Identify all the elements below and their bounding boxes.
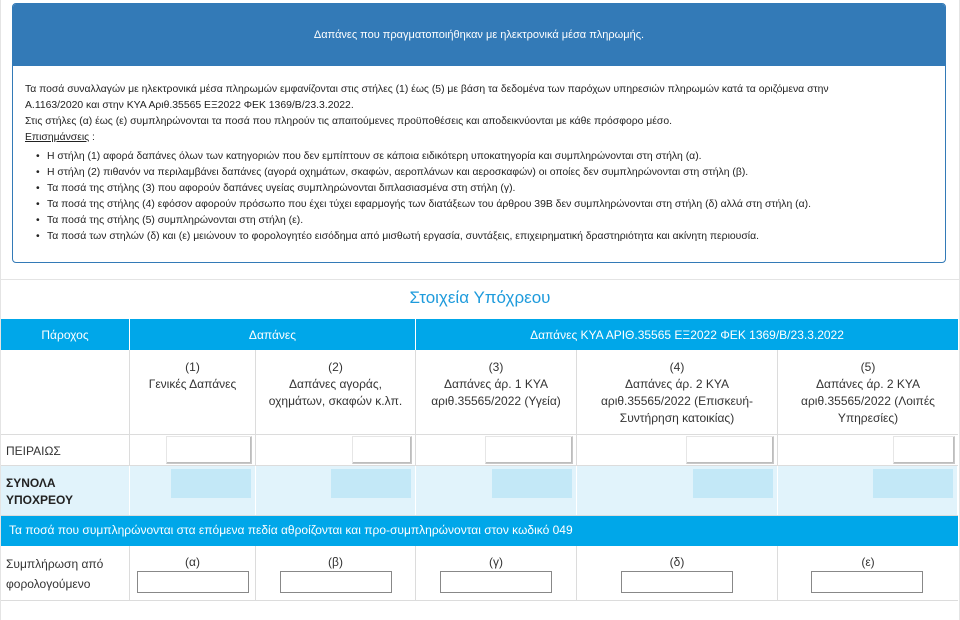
notes-list [25, 149, 933, 245]
column-title-line: αριθ.35565/2022 (Λοιπές [801, 394, 935, 408]
column-header-1 [130, 350, 256, 434]
info-band-text: Τα ποσά που συμπληρώνονται στα επόμενα πεδία αθροίζονται και προ-συμπληρώνονται στον κωδικό 049 [9, 523, 573, 537]
provider-amount-cell-1 [130, 435, 256, 465]
amount-input-a[interactable] [137, 571, 249, 593]
info-panel [12, 3, 946, 263]
table-header-row [1, 319, 958, 350]
info-panel-title: Δαπάνες που πραγματοποιήθηκαν με ηλεκτρονικά μέσα πληρωμής. [313, 29, 645, 41]
header-expenses [130, 319, 416, 350]
table-subheader-row [1, 350, 958, 435]
totals-row [1, 466, 958, 516]
column-number: (5) [860, 360, 876, 374]
info-panel-header [13, 4, 945, 66]
notes-item: • Τα ποσά της στήλης (3) που αφορούν δαπάνες υγείας συμπληρώνονται διπλασιασμένα στη στήλη (γ). [25, 181, 933, 197]
header-provider [1, 319, 130, 350]
header-expenses-label: Δαπάνες [248, 327, 297, 342]
provider-amount-cell-3 [416, 435, 577, 465]
totals-value-1 [171, 469, 251, 498]
totals-cell-5 [778, 466, 958, 515]
amount-input-c[interactable] [440, 571, 552, 593]
section-title: Στοιχεία Υπόχρεου [409, 288, 551, 307]
subheader-empty [1, 350, 130, 434]
totals-cell-4 [577, 466, 778, 515]
fill-letter: (β) [328, 555, 343, 569]
provider-amount-field-3 [485, 436, 573, 464]
fill-label-cell [1, 546, 130, 600]
totals-value-4 [693, 469, 773, 498]
provider-amount-cell-2 [256, 435, 416, 465]
fill-cell-a [130, 546, 256, 600]
provider-amount-field-4 [686, 436, 774, 464]
fill-label-line: φορολογούμενο [6, 577, 91, 591]
column-number: (4) [669, 360, 685, 374]
totals-label-line: ΥΠΟΧΡΕΟΥ [6, 493, 74, 507]
totals-cell-3 [416, 466, 577, 515]
column-header-5 [778, 350, 958, 434]
column-title-line: Δαπάνες άρ. 2 ΚΥΑ [815, 377, 921, 391]
fill-cell-e [778, 546, 958, 600]
amount-input-b[interactable] [280, 571, 392, 593]
column-title-line: Δαπάνες αγοράς, [289, 377, 382, 391]
notes-colon: : [89, 132, 95, 143]
info-paragraph-1b: Α.1163/2020 και στην ΚΥΑ Αριθ.35565 ΕΞ2022 ΦΕΚ 1369/Β/23.3.2022. [25, 100, 354, 111]
info-panel-body [13, 66, 945, 245]
fill-letter: (δ) [669, 555, 685, 569]
totals-value-5 [873, 469, 953, 498]
column-title-line: οχημάτων, σκαφών κ.λπ. [268, 394, 403, 408]
info-paragraph-1: Τα ποσά συναλλαγών με ηλεκτρονικά μέσα πληρωμών εμφανίζονται στις στήλες (1) έως (5) με βάση τα δεδομένα των παρόχων υπηρεσιών πληρωμών κατά τα οριζόμενα στην [25, 84, 829, 95]
header-kya-label: Δαπάνες ΚΥΑ ΑΡΙΘ.35565 ΕΞ2022 ΦΕΚ 1369/Β/23.3.2022 [530, 327, 844, 342]
fill-letter: (γ) [489, 555, 503, 569]
fill-letter: (α) [185, 555, 200, 569]
header-provider-label: Πάροχος [41, 327, 89, 342]
notes-item: • Η στήλη (2) πιθανόν να περιλαμβάνει δαπάνες (αγορά οχημάτων, σκαφών, αεροπλάνων και αεροσκαφών) οι οποίες δεν συμπληρώνονται στη στήλη (β). [25, 165, 933, 181]
provider-name-cell [1, 435, 130, 465]
totals-value-2 [331, 469, 411, 498]
column-title-line: Γενικές Δαπάνες [148, 377, 237, 391]
notes-item: • Η στήλη (1) αφορά δαπάνες όλων των κατηγοριών που δεν εμπίπτουν σε κάποια ειδικότερη υποκατηγορία και συμπληρώνονται στη στήλη (α). [25, 149, 933, 165]
column-number: (3) [488, 360, 504, 374]
totals-value-3 [492, 469, 572, 498]
column-number: (2) [328, 360, 343, 374]
fill-letter: (ε) [861, 555, 875, 569]
table-row [1, 435, 958, 466]
notes-label: Επισημάνσεις [25, 132, 90, 143]
section-divider [0, 279, 960, 280]
column-title-line: Υπηρεσίες) [837, 411, 899, 425]
fill-label [6, 554, 103, 594]
column-title-line: Δαπάνες άρ. 2 ΚΥΑ [624, 377, 730, 391]
provider-amount-cell-4 [577, 435, 778, 465]
provider-name: ΠΕΙΡΑΙΩΣ [6, 444, 61, 458]
totals-label-cell [1, 466, 130, 515]
provider-amount-field-1 [166, 436, 252, 464]
taxpayer-fill-row [1, 546, 958, 601]
column-title-line: αριθ.35565/2022 (Υγεία) [431, 394, 561, 408]
info-band [1, 516, 958, 546]
header-kya [416, 319, 958, 350]
provider-amount-field-2 [352, 436, 412, 464]
notes-item: • Τα ποσά της στήλης (4) εφόσον αφορούν πρόσωπο που έχει τύχει εφαρμογής των διατάξεων του άρθρου 39Β δεν συμπληρώνονται στη στήλη (δ) αλλά στη στήλη (α). [25, 197, 933, 213]
totals-label-line: ΣΥΝΟΛΑ [6, 476, 56, 490]
column-title-line: αριθ.35565/2022 (Επισκευή- [600, 394, 754, 408]
column-header-3 [416, 350, 577, 434]
amount-input-d[interactable] [621, 571, 733, 593]
totals-cell-1 [130, 466, 256, 515]
provider-amount-cell-5 [778, 435, 958, 465]
notes-item: • Τα ποσά των στηλών (δ) και (ε) μειώνουν το φορολογητέο εισόδημα από μισθωτή εργασία, συντάξεις, επιχειρηματική δραστηριότητα και ακίνητη περιουσία. [25, 229, 933, 245]
provider-amount-field-5 [893, 436, 955, 464]
totals-cell-2 [256, 466, 416, 515]
notes-heading [25, 130, 933, 146]
fill-label-line: Συμπλήρωση από [6, 557, 104, 571]
totals-label [6, 475, 73, 509]
column-header-2 [256, 350, 416, 434]
column-header-4 [577, 350, 778, 434]
column-number: (1) [185, 360, 200, 374]
info-paragraph-2: Στις στήλες (α) έως (ε) συμπληρώνονται τα ποσά που πληρούν τις απαιτούμενες προϋποθέσεις και αποδεικνύονται με κάθε πρόσφορο μέσο. [25, 116, 673, 127]
fill-cell-d [577, 546, 778, 600]
column-title-line: Δαπάνες άρ. 1 ΚΥΑ [443, 377, 549, 391]
fill-cell-c [416, 546, 577, 600]
fill-cell-b [256, 546, 416, 600]
column-title-line: Συντήρηση κατοικίας) [619, 411, 735, 425]
notes-item: • Τα ποσά της στήλης (5) συμπληρώνονται στη στήλη (ε). [25, 213, 933, 229]
amount-input-e[interactable] [811, 571, 923, 593]
